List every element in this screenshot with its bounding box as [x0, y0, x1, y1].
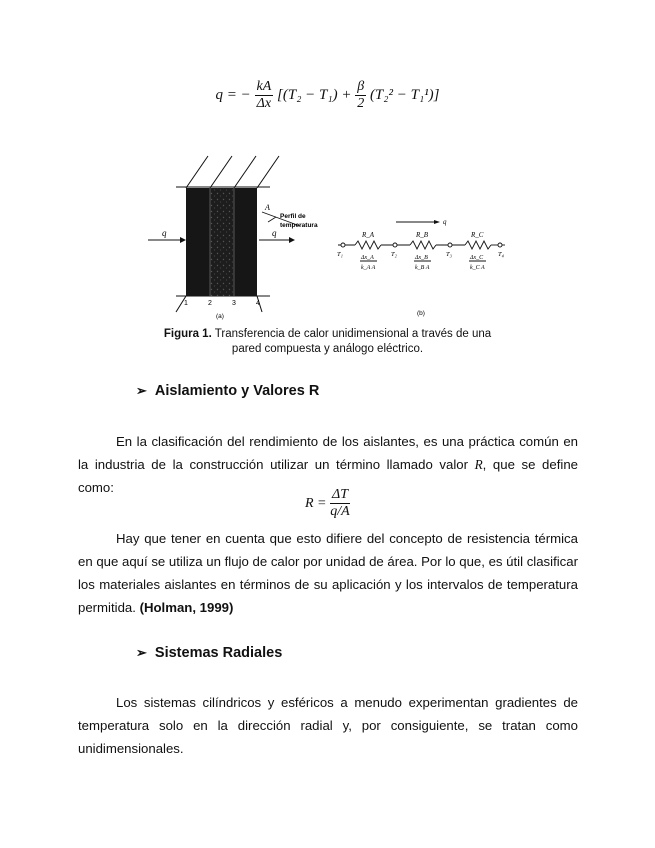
wall-num-4: 4: [256, 300, 260, 307]
temp-profile-1: [186, 156, 208, 188]
para1-text-a: En la clasificación del rendimiento de los aislantes, es una práctica común en la industria de la construcción utilizar un término llamado valor: [78, 434, 578, 472]
citation: (Holman, 1999): [139, 600, 234, 615]
panel-a-label: (a): [216, 313, 224, 320]
q-left-label: q: [162, 228, 167, 238]
radial-para-text: Los sistemas cilíndricos y esféricos a menudo experimentan gradientes de temperatura solo en la dirección radial y, por consiguiente, se tratan como unidimensionales.: [78, 695, 578, 756]
area-label: A: [265, 203, 270, 212]
panel-b-label: (b): [417, 310, 425, 317]
section-heading-radial: [136, 645, 282, 661]
temp-profile-3: [234, 156, 256, 188]
res-a-den: k_A A: [361, 265, 376, 271]
eq-fraction-beta: [355, 79, 366, 112]
res-b-num: Δx_B: [415, 255, 428, 261]
section-title-1: Aislamiento y Valores R: [154, 383, 320, 399]
eq-frac-den: Δx: [256, 96, 272, 112]
eq-term2: (T₂² − T₁¹)]: [369, 87, 440, 103]
wall-layer-c: [234, 188, 257, 296]
eq-frac-num: kA: [256, 79, 272, 95]
wall-num-3: 3: [232, 300, 236, 307]
bullet-arrow-icon: ➢: [136, 645, 147, 660]
eq-fraction-k-dx: [255, 79, 274, 112]
profile-label-1: Perfil de: [280, 213, 306, 220]
wall-diagram: [148, 156, 300, 312]
res-c-den: k_C A: [470, 265, 485, 271]
r-value-equation: [0, 487, 655, 521]
res-c-num: Δx_C: [470, 255, 484, 261]
profile-label-2: temperatura: [280, 222, 318, 229]
caption-label: Figura 1.: [163, 328, 212, 340]
t3-label: T₃: [446, 251, 452, 258]
r-eq-den: q/A: [330, 504, 350, 520]
temp-profile-4: [257, 156, 279, 188]
t4-label: T₄: [498, 251, 504, 258]
eq-beta-num: β: [357, 79, 365, 95]
section-heading-insulation: [136, 383, 319, 399]
heat-flux-equation: [0, 70, 655, 120]
para2-text: Hay que tener en cuenta que esto difiere del concepto de resistencia térmica en que aquí se utiliza un flujo de calor por unidad de área. Por lo que, es útil clasificar los materiales aislantes en términos de su aplicación y los intervalos de temperatura permitida.: [78, 531, 578, 615]
res-a-num: Δx_A: [361, 255, 374, 261]
wall-layer-b: [210, 188, 234, 296]
resistance-c-label: R_C: [471, 231, 484, 239]
r-eq-fraction: [330, 487, 350, 520]
caption-line-2: pared compuesta y análogo eléctrico.: [231, 343, 424, 355]
section-title-2: Sistemas Radiales: [154, 645, 283, 661]
q-arrow-label: q: [443, 218, 447, 226]
wall-num-1: 1: [184, 300, 188, 307]
q-right-label: q: [272, 228, 277, 238]
res-b-den: k_B A: [415, 265, 430, 271]
caption-line-1: Transferencia de calor unidimensional a través de una: [211, 328, 492, 340]
resistance-a-label: R_A: [362, 231, 375, 239]
eq-lhs: q = −: [215, 87, 251, 103]
t2-label: T₂: [391, 251, 397, 258]
paragraph-insulation-notes: [78, 527, 578, 619]
t1-label: T₁: [337, 251, 343, 258]
resistance-b-label: R_B: [416, 231, 429, 239]
temp-profile-2: [210, 156, 232, 188]
wall-layer-a: [186, 188, 210, 296]
paragraph-radial-systems: [78, 691, 578, 760]
figure-caption: [0, 327, 655, 357]
eq-term1: [(T₂ − T₁) +: [277, 87, 352, 103]
bullet-arrow-icon: ➢: [136, 383, 147, 398]
para1-var-r: R: [474, 457, 483, 472]
r-eq-num: ΔT: [331, 487, 348, 503]
r-eq-lhs: R =: [304, 496, 327, 511]
wall-num-2: 2: [208, 300, 212, 307]
eq-beta-den: 2: [357, 96, 365, 112]
composite-wall-figure: [0, 150, 655, 325]
para1-text-b: , que se define como:: [78, 457, 578, 495]
